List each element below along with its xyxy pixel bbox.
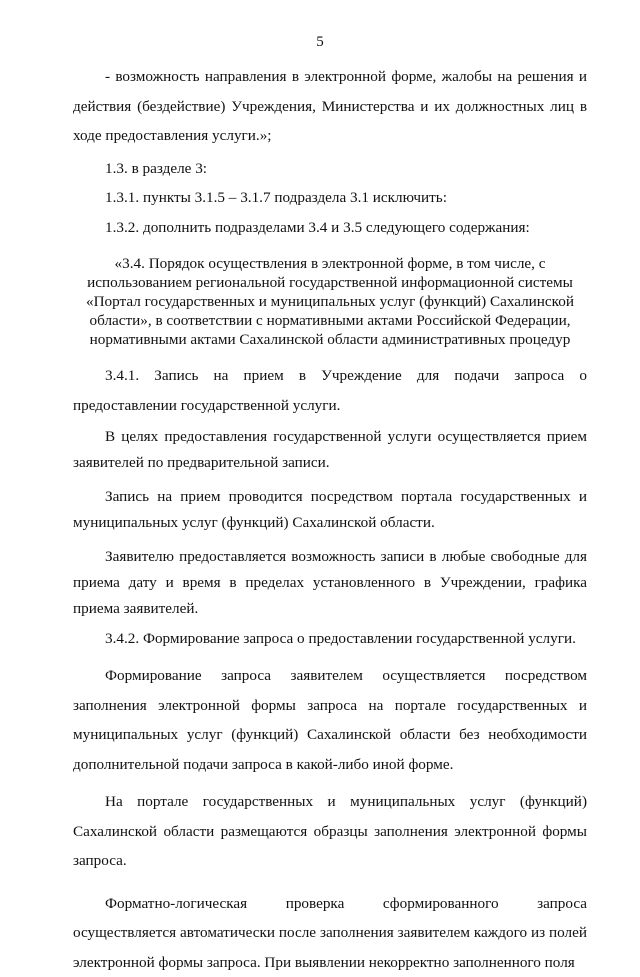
subsection-heading-3-4: «3.4. Порядок осуществления в электронной форме, в том числе, с использованием региональной государственной информационной системы «Портал государственных и муниципальных услуг (функций) Сахалинской области», в соответствии с нормативными актами Российской Федерации, нормативными актами Сахалинской области административных процедур bbox=[73, 254, 587, 349]
paragraph-item-1-3-1: 1.3.1. пункты 3.1.5 – 3.1.7 подраздела 3.1 исключить: bbox=[73, 183, 587, 213]
paragraph-item-3-4-2: 3.4.2. Формирование запроса о предоставлении государственной услуги. bbox=[73, 626, 587, 652]
paragraph-registration-portal: Запись на прием проводится посредством портала государственных и муниципальных услуг (функций) Сахалинской области. bbox=[73, 484, 587, 536]
paragraph-complaint-option: - возможность направления в электронной форме, жалобы на решения и действия (бездействие) Учреждения, Министерства и их должностных лиц в ходе предоставления услуги.»; bbox=[73, 62, 587, 151]
paragraph-item-1-3-2: 1.3.2. дополнить подразделами 3.4 и 3.5 следующего содержания: bbox=[73, 213, 587, 243]
paragraph-format-check: Форматно-логическая проверка сформированного запроса осуществляется автоматически после заполнения заявителем каждого из полей электронной формы запроса. При выявлении некорректно заполненного поля bbox=[73, 889, 587, 977]
page-number: 5 bbox=[0, 34, 640, 51]
paragraph-section-3: 1.3. в разделе 3: bbox=[73, 154, 587, 184]
paragraph-registration-time: Заявителю предоставляется возможность записи в любые свободные для приема дату и время в пределах установленного в Учреждении, графика приема заявителей. bbox=[73, 544, 587, 622]
paragraph-preliminary-registration: В целях предоставления государственной услуги осуществляется прием заявителей по предварительной записи. bbox=[73, 424, 587, 476]
paragraph-form-samples: На портале государственных и муниципальных услуг (функций) Сахалинской области размещаются образцы заполнения электронной формы запроса. bbox=[73, 787, 587, 876]
paragraph-request-forming: Формирование запроса заявителем осуществляется посредством заполнения электронной формы запроса на портале государственных и муниципальных услуг (функций) Сахалинской области без необходимости дополнительной подачи запроса в какой-либо иной форме. bbox=[73, 661, 587, 779]
paragraph-item-3-4-1: 3.4.1. Запись на прием в Учреждение для подачи запроса о предоставлении государственной услуги. bbox=[73, 361, 587, 420]
document-body bbox=[73, 62, 587, 977]
